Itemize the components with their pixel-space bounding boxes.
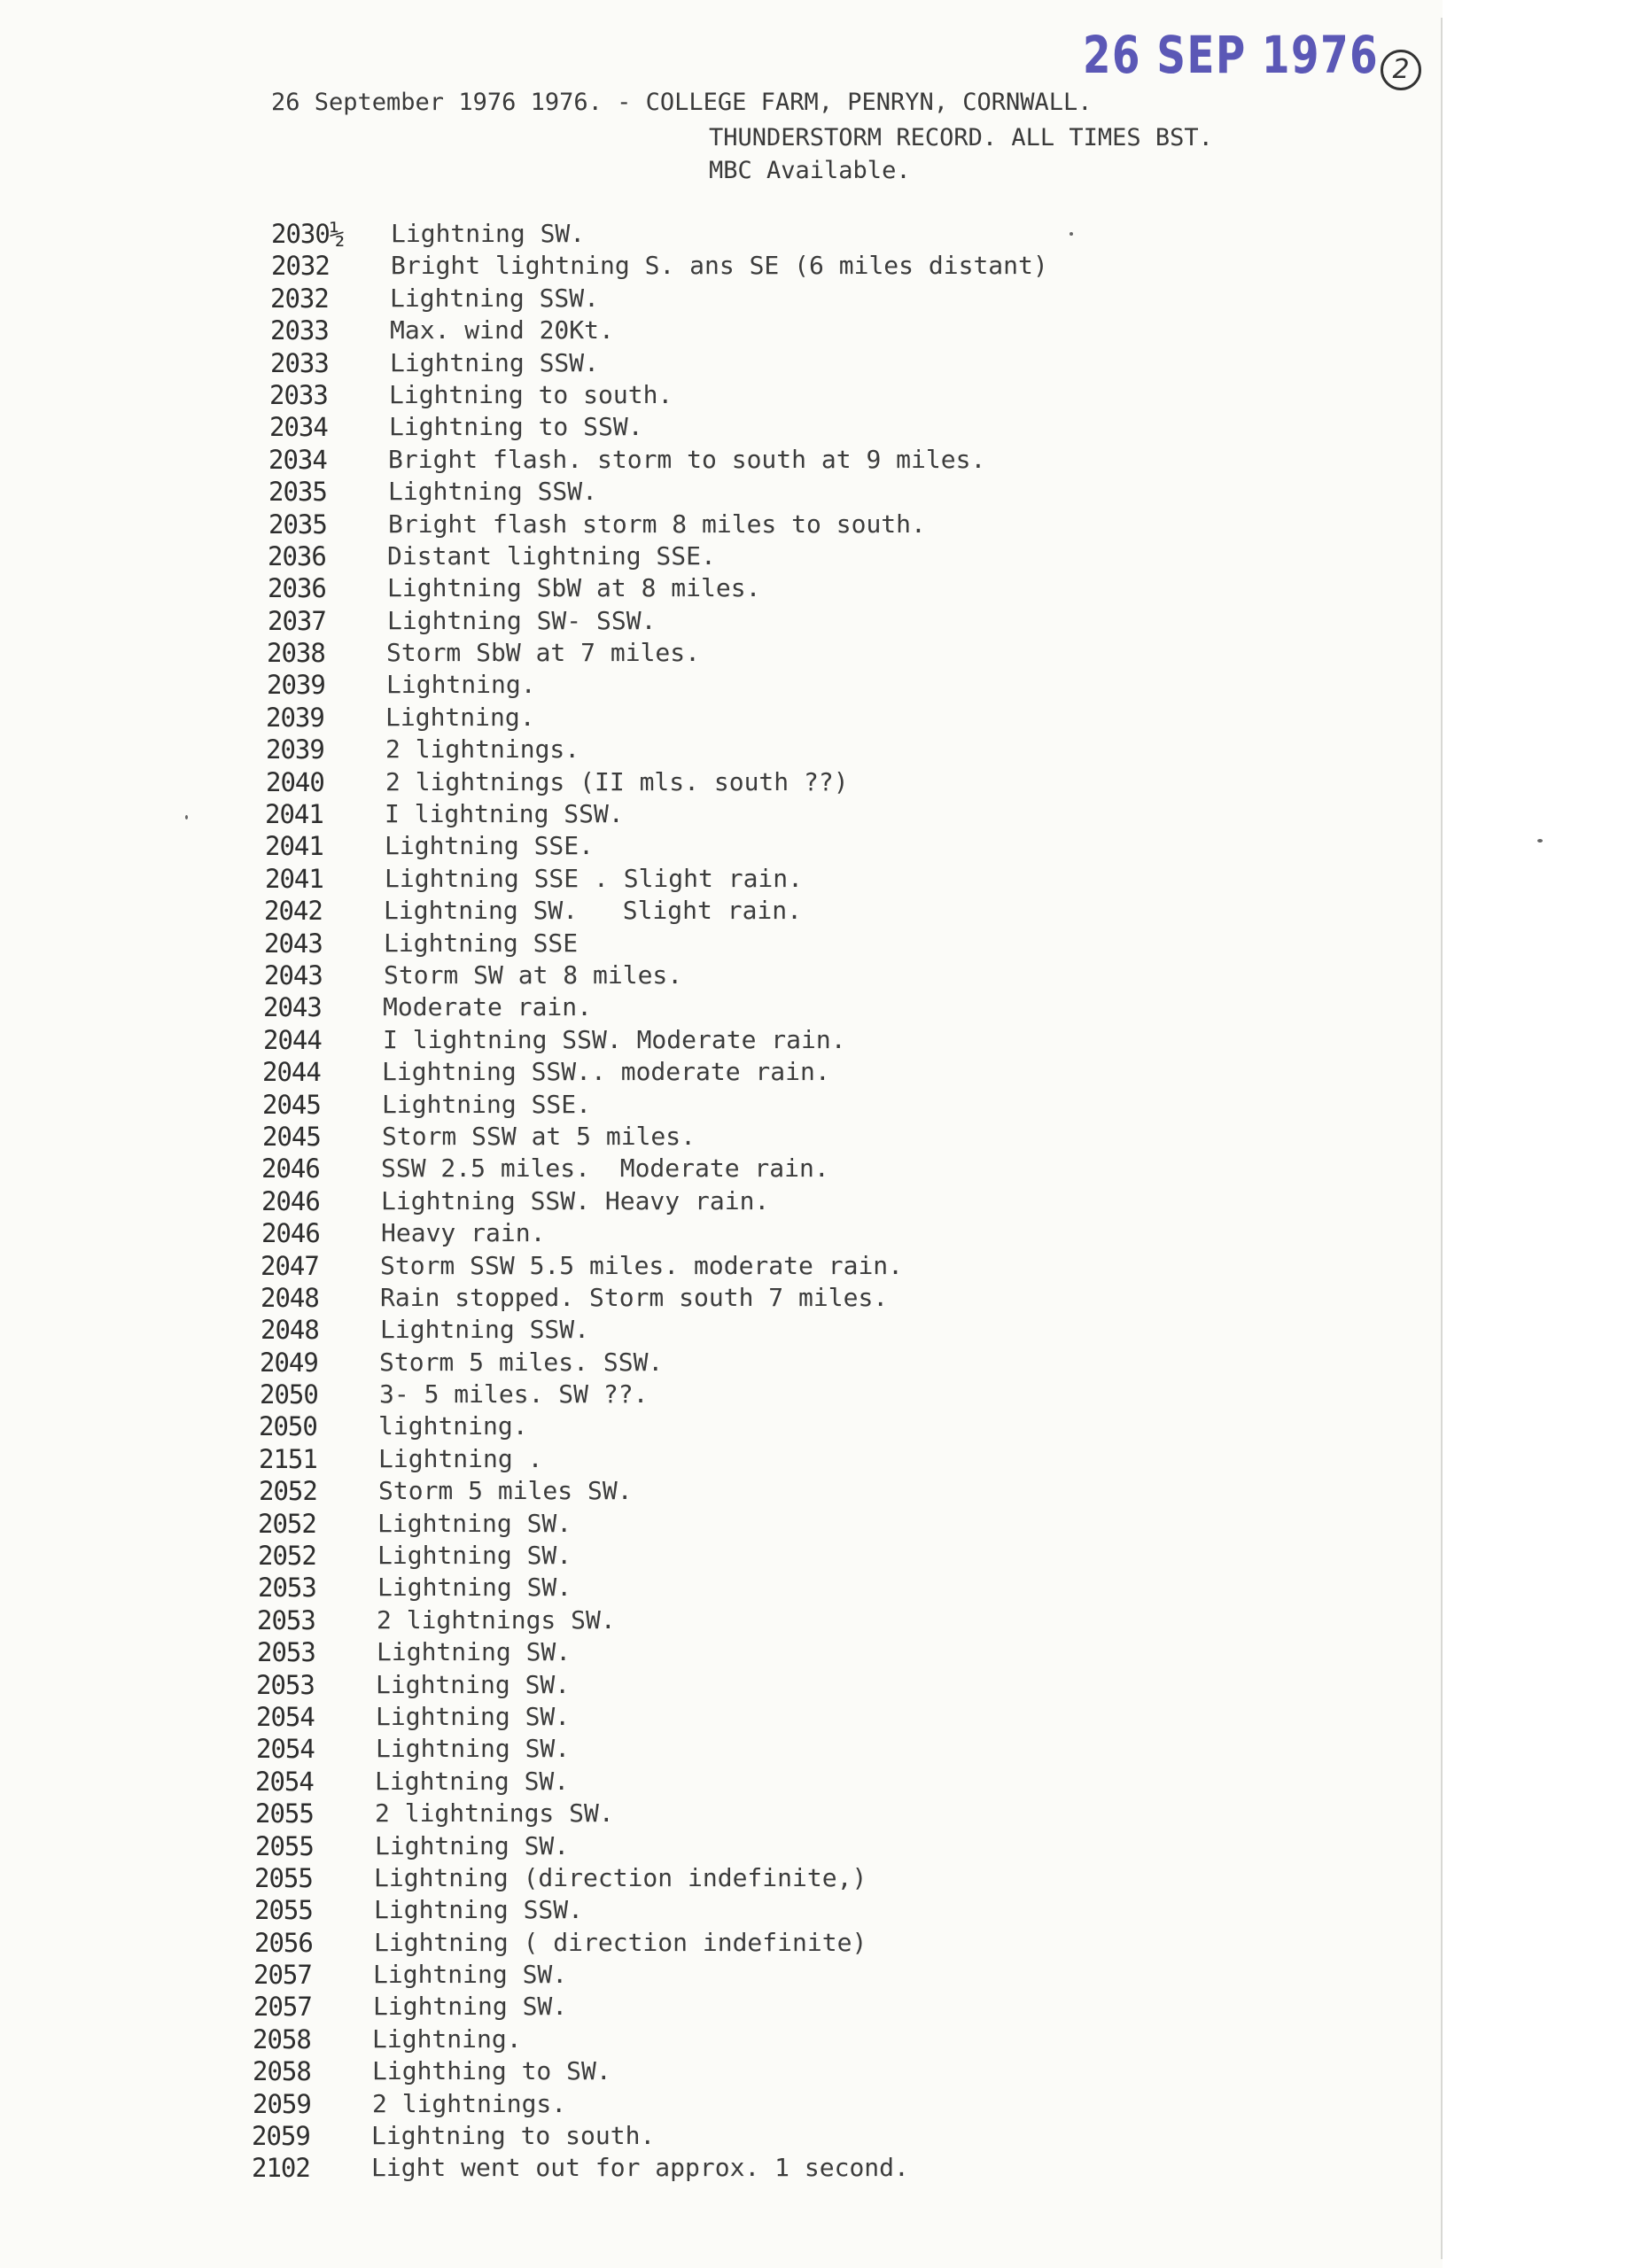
log-time: 2041 <box>265 799 323 830</box>
log-row <box>0 284 1443 315</box>
log-time: 2053 <box>256 1669 315 1700</box>
log-time: 2033 <box>269 379 328 410</box>
log-row <box>0 1315 1443 1347</box>
log-row <box>0 2056 1443 2088</box>
log-event: 3- 5 miles. SW ??. <box>379 1379 649 1410</box>
log-time: 2050 <box>259 1411 317 1442</box>
log-event: Lightning SW. <box>377 1541 572 1571</box>
log-row <box>0 1444 1443 1476</box>
log-event: Lightning to south. <box>389 379 673 409</box>
log-time: 2055 <box>254 1895 313 1926</box>
log-time: 2055 <box>255 1798 314 1829</box>
log-time: 2057 <box>253 1992 312 2023</box>
log-time: 2059 <box>253 2088 311 2119</box>
log-time: 2040 <box>266 766 324 797</box>
log-row <box>0 1509 1443 1541</box>
log-row <box>0 573 1443 605</box>
log-event: Lightning SSE . Slight rain. <box>385 863 804 893</box>
log-event: Lightning SW. <box>377 1573 572 1603</box>
log-row <box>0 1218 1443 1250</box>
log-row <box>0 960 1443 992</box>
log-event: SSW 2.5 miles. Moderate rain. <box>381 1153 829 1184</box>
log-row <box>0 703 1443 734</box>
log-event: Lightning SSW. Heavy rain. <box>381 1185 770 1216</box>
log-time: 2036 <box>268 573 326 604</box>
log-time: 2032 <box>270 283 329 314</box>
log-row <box>0 1798 1443 1830</box>
log-time: 2053 <box>257 1637 315 1668</box>
log-event: I lightning SSW. <box>385 799 624 829</box>
log-row <box>0 1895 1443 1927</box>
log-event: Lightning SW. <box>376 1669 571 1699</box>
log-time: 2058 <box>253 2056 311 2087</box>
log-row <box>0 412 1443 444</box>
log-event: Lighthing to SW. <box>372 2056 611 2086</box>
log-event: Lightning SW. <box>373 1960 568 1990</box>
log-event: 2 lightnings (II mls. south ??) <box>385 766 849 796</box>
log-row <box>0 1637 1443 1669</box>
log-event: Max. wind 20Kt. <box>390 315 614 346</box>
log-event: Bright flash storm 8 miles to south. <box>388 509 926 539</box>
log-time: 2058 <box>253 2023 311 2054</box>
log-event: Storm SSW at 5 miles. <box>382 1121 696 1151</box>
log-time: 2055 <box>254 1862 313 1893</box>
log-event: Lightning SW. <box>376 1701 571 1731</box>
log-time: 2035 <box>268 509 327 540</box>
log-time: 2054 <box>255 1766 314 1797</box>
log-time: 2052 <box>258 1541 316 1572</box>
log-row <box>0 1702 1443 1734</box>
log-row <box>0 638 1443 670</box>
log-row <box>0 1122 1443 1153</box>
log-row <box>0 477 1443 509</box>
log-row <box>0 799 1443 831</box>
log-time: 2044 <box>262 1057 321 1088</box>
log-row <box>0 380 1443 412</box>
log-row <box>0 896 1443 928</box>
log-time: 2033 <box>270 347 329 378</box>
log-event: lightning. <box>378 1411 528 1441</box>
log-row <box>0 1283 1443 1315</box>
log-row <box>0 1476 1443 1508</box>
log-time: 2048 <box>261 1315 319 1346</box>
log-row <box>0 315 1443 347</box>
log-row <box>0 2153 1443 2185</box>
log-row <box>0 1960 1443 1992</box>
log-time: 2046 <box>261 1153 320 1184</box>
ink-speck <box>185 815 188 819</box>
log-time: 2046 <box>261 1218 320 1249</box>
log-event: Lightning SSE. <box>385 831 595 861</box>
log-row <box>0 2024 1443 2056</box>
log-row <box>0 1831 1443 1863</box>
log-row <box>0 1153 1443 1185</box>
ink-speck <box>1070 232 1073 236</box>
log-event: 2 lightnings. <box>372 2088 567 2118</box>
log-time: 2059 <box>252 2121 310 2152</box>
log-time: 2053 <box>258 1573 316 1604</box>
log-time: 2039 <box>266 734 324 765</box>
log-event: Light went out for approx. 1 second. <box>371 2153 909 2183</box>
date-stamp: 26 SEP 1976 <box>1083 25 1380 85</box>
log-time: 2045 <box>262 1121 321 1152</box>
log-time: 2054 <box>256 1734 315 1765</box>
log-event: Lightning SSW. <box>380 1315 590 1345</box>
log-row <box>0 734 1443 766</box>
log-event: Lightning SbW at 8 miles. <box>387 573 761 603</box>
log-event: Lightning SW. Slight rain. <box>384 896 803 926</box>
log-event: Lightning SSW. <box>388 477 598 507</box>
log-event: Distant lightning SSE. <box>387 540 716 571</box>
log-event: Lightning (direction indefinite,) <box>374 1862 867 1892</box>
log-time: 2052 <box>258 1508 316 1539</box>
log-row <box>0 1057 1443 1089</box>
log-event: Lightning. <box>386 670 536 700</box>
log-row <box>0 541 1443 573</box>
log-time: 2038 <box>267 638 325 669</box>
log-event: Heavy rain. <box>381 1218 546 1248</box>
log-row <box>0 1863 1443 1895</box>
header-availability-line: MBC Available. <box>709 157 911 184</box>
header-title-line: 26 September 1976 1976. - COLLEGE FARM, PENRYN, CORNWALL. <box>271 89 1093 116</box>
thunderstorm-log <box>0 219 1443 2186</box>
log-row <box>0 1348 1443 1379</box>
log-row <box>0 1767 1443 1798</box>
log-time: 2043 <box>263 992 322 1023</box>
log-time: 2033 <box>270 315 329 346</box>
log-row <box>0 1541 1443 1573</box>
log-row <box>0 1670 1443 1702</box>
log-time: 2030½ <box>271 219 345 249</box>
log-event: Lightning SW. <box>376 1734 571 1764</box>
log-row <box>0 1186 1443 1218</box>
log-time: 2056 <box>254 1927 313 1958</box>
log-event: Storm SW at 8 miles. <box>384 959 683 990</box>
log-event: Lightning to south. <box>371 2121 656 2151</box>
log-time: 2050 <box>260 1379 318 1410</box>
log-row <box>0 1928 1443 1960</box>
log-event: Lightning SSW. <box>390 347 600 377</box>
log-event: Lightning. <box>385 702 535 732</box>
log-time: 2034 <box>269 412 328 443</box>
log-event: 2 lightnings SW. <box>375 1798 614 1829</box>
log-time: 2057 <box>253 1960 312 1991</box>
log-row <box>0 767 1443 799</box>
log-row <box>0 251 1443 283</box>
log-row <box>0 348 1443 380</box>
log-time: 2041 <box>265 863 323 894</box>
log-event: Storm 5 miles. SSW. <box>379 1347 664 1377</box>
log-row <box>0 1090 1443 1122</box>
log-row <box>0 992 1443 1024</box>
log-time: 2052 <box>259 1476 317 1507</box>
log-time: 2034 <box>268 444 327 475</box>
log-event: Lightning to SSW. <box>389 412 643 442</box>
log-time: 2043 <box>264 959 323 990</box>
log-event: Lightning SW. <box>377 1508 572 1538</box>
log-row <box>0 1025 1443 1057</box>
log-time: 2044 <box>263 1024 322 1055</box>
log-row <box>0 219 1443 251</box>
log-time: 2048 <box>261 1282 319 1313</box>
log-time: 2039 <box>266 702 324 733</box>
log-event: Lightning SSE. <box>382 1089 592 1119</box>
log-event: Lightning ( direction indefinite) <box>374 1927 867 1957</box>
log-row <box>0 1573 1443 1604</box>
log-row <box>0 1379 1443 1411</box>
page-number-circled: 2 <box>1381 50 1421 90</box>
log-time: 2037 <box>268 605 326 636</box>
log-row <box>0 928 1443 960</box>
log-row <box>0 606 1443 638</box>
log-time: 2046 <box>261 1185 320 1216</box>
header-record-line: THUNDERSTORM RECORD. ALL TIMES BST. <box>709 124 1213 151</box>
log-event: Bright flash. storm to south at 9 miles. <box>388 444 986 474</box>
log-time: 2043 <box>264 928 323 959</box>
log-event: Lightning . <box>378 1443 543 1473</box>
log-event: Lightning SW. <box>375 1830 570 1860</box>
log-row <box>0 1734 1443 1766</box>
log-row <box>0 670 1443 702</box>
log-time: 2053 <box>257 1604 315 1635</box>
log-event: Lightning SW. <box>375 1766 570 1796</box>
log-event: Rain stopped. Storm south 7 miles. <box>380 1282 889 1312</box>
log-time: 2045 <box>262 1089 321 1120</box>
log-time: 2035 <box>268 477 327 508</box>
log-row <box>0 831 1443 863</box>
log-time: 2041 <box>265 831 323 862</box>
log-time: 2054 <box>256 1701 315 1732</box>
log-event: Lightning SW- SSW. <box>387 605 657 635</box>
log-event: Moderate rain. <box>383 992 593 1022</box>
log-event: 2 lightnings SW. <box>377 1604 616 1635</box>
log-row <box>0 2089 1443 2121</box>
log-time: 2036 <box>268 540 326 571</box>
scan-margin <box>1443 0 1649 2268</box>
log-event: Lightning. <box>372 2023 522 2054</box>
log-event: Lightning SW. <box>391 219 586 248</box>
log-time: 2102 <box>252 2153 310 2184</box>
log-time: 2049 <box>260 1347 318 1378</box>
log-event: Lightning SSW. <box>374 1895 584 1925</box>
log-row <box>0 1251 1443 1283</box>
log-event: 2 lightnings. <box>385 734 580 765</box>
log-row <box>0 2121 1443 2153</box>
log-event: Storm 5 miles SW. <box>378 1476 633 1506</box>
log-row <box>0 1605 1443 1637</box>
log-event: Lightning SSE <box>384 928 579 958</box>
log-event: Lightning SSW.. moderate rain. <box>382 1057 830 1087</box>
log-event: Bright lightning S. ans SE (6 miles distant) <box>391 251 1048 281</box>
log-event: Lightning SW. <box>377 1637 572 1667</box>
log-time: 2151 <box>259 1443 317 1474</box>
log-row <box>0 1411 1443 1443</box>
log-row <box>0 445 1443 477</box>
log-event: I lightning SSW. Moderate rain. <box>383 1024 846 1054</box>
log-event: Storm SbW at 7 miles. <box>386 638 701 668</box>
log-row <box>0 509 1443 541</box>
log-event: Storm SSW 5.5 miles. moderate rain. <box>380 1250 904 1280</box>
log-row <box>0 864 1443 896</box>
log-time: 2039 <box>267 670 325 701</box>
log-time: 2042 <box>264 896 323 927</box>
ink-speck <box>1537 839 1543 843</box>
log-time: 2032 <box>271 251 330 282</box>
log-event: Lightning SW. <box>373 1992 568 2022</box>
log-event: Lightning SSW. <box>390 283 600 313</box>
log-time: 2055 <box>255 1830 314 1861</box>
log-row <box>0 1992 1443 2023</box>
log-time: 2047 <box>261 1250 319 1281</box>
